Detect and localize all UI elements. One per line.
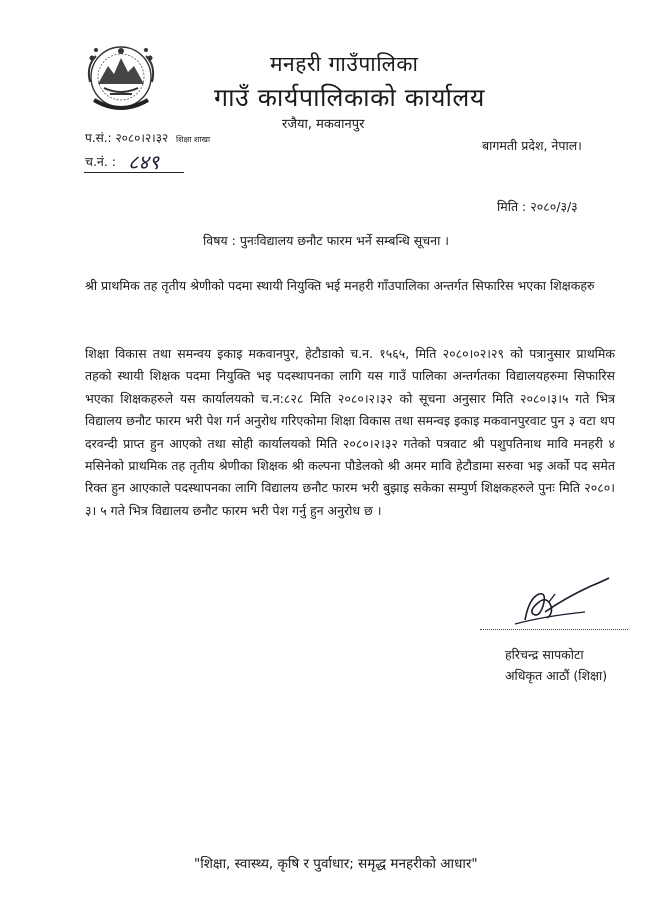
letter-subject: विषय : पुनःविद्यालय छनौट फारम भर्ने सम्बन्धि सूचना ।	[203, 233, 450, 248]
addressee-paragraph: श्री प्राथमिक तह तृतीय श्रेणीको पदमा स्थायी नियुक्ति भई मनहरी गाँउपालिका अन्तर्गत सिफारिस भएका शिक्षकहरु	[85, 278, 595, 293]
footer-motto: "शिक्षा, स्वास्थ्य, कृषि र पुर्वाधार; समृद्ध मनहरीको आधार"	[194, 856, 478, 872]
letter-date: मिति : २०८०/३/३	[497, 199, 578, 214]
office-address: रजैया, मकवानपुर	[282, 117, 365, 132]
signatory-title: अधिकृत आठौं (शिक्षा)	[505, 668, 608, 683]
signature-line	[480, 629, 628, 630]
reference-number	[85, 129, 210, 146]
dispatch-number-value: ८४९	[128, 150, 160, 174]
signatory-name: हरिचन्द्र सापकोटा	[505, 647, 584, 662]
municipality-name: मनहरी गाउँपालिका	[270, 52, 419, 76]
dispatch-number-underline	[84, 172, 184, 173]
letter-body: शिक्षा विकास तथा समन्वय इकाइ मकवानपुर, हेटौडाको च.न. १५६५, मिति २०८०।०२।२९ को पत्रानुसार प्राथमिक तहको स्थायी शिक्षक पदमा नियुक्ति भइ पदस्थापनका लागि यस गाउँ पालिका अन्तर्गतका विद्यालयहरुमा सिफारिस भएका शिक्षकहरुले यस कार्यालयको च.न:८२८ मिति २०८०।२।३२ को सूचना अनुसार मिति २०८०।३।५ गते भित्र विद्यालय छनौट फारम भरी पेश गर्न अनुरोध गरिएकोमा शिक्षा विकास तथा समन्वइ इकाइ मकवानपुरवाट पुन ३ वटा थप दरवन्दी प्राप्त हुन आएको तथा सोही कार्यालयको मिति २०८०।२।३२ गतेको पत्रवाट श्री पशुपतिनाथ मावि मनहरी ४ मसिनेको प्राथमिक तह तृतीय श्रेणीका शिक्षक श्री कल्पना पौडेलको श्री अमर मावि हेटौडामा सरुवा भइ अर्को पद समेत रिक्त हुन आएकाले पदस्थापनका लागि विद्यालय छनौट फारम भरी बुझाइ सकेका सम्पुर्ण शिक्षकहरुले पुनः मिति २०८०।३। ५ गते भित्र विद्यालय छनौट फारम भरी पेश गर्नु हुन अनुरोध छ ।	[85, 346, 615, 518]
dispatch-number-label: च.नं. :	[85, 154, 117, 169]
ps-label: प.सं.:	[85, 131, 112, 145]
department-label: शिक्षा शाखा	[176, 135, 211, 144]
nepal-government-emblem-icon	[80, 36, 162, 118]
handwritten-signature	[505, 572, 615, 632]
province-address: बागमती प्रदेश, नेपाल।	[482, 138, 582, 153]
office-name: गाउँ कार्यपालिकाको कार्यालय	[214, 83, 485, 112]
ps-value: २०८०।२।३२	[115, 131, 169, 145]
